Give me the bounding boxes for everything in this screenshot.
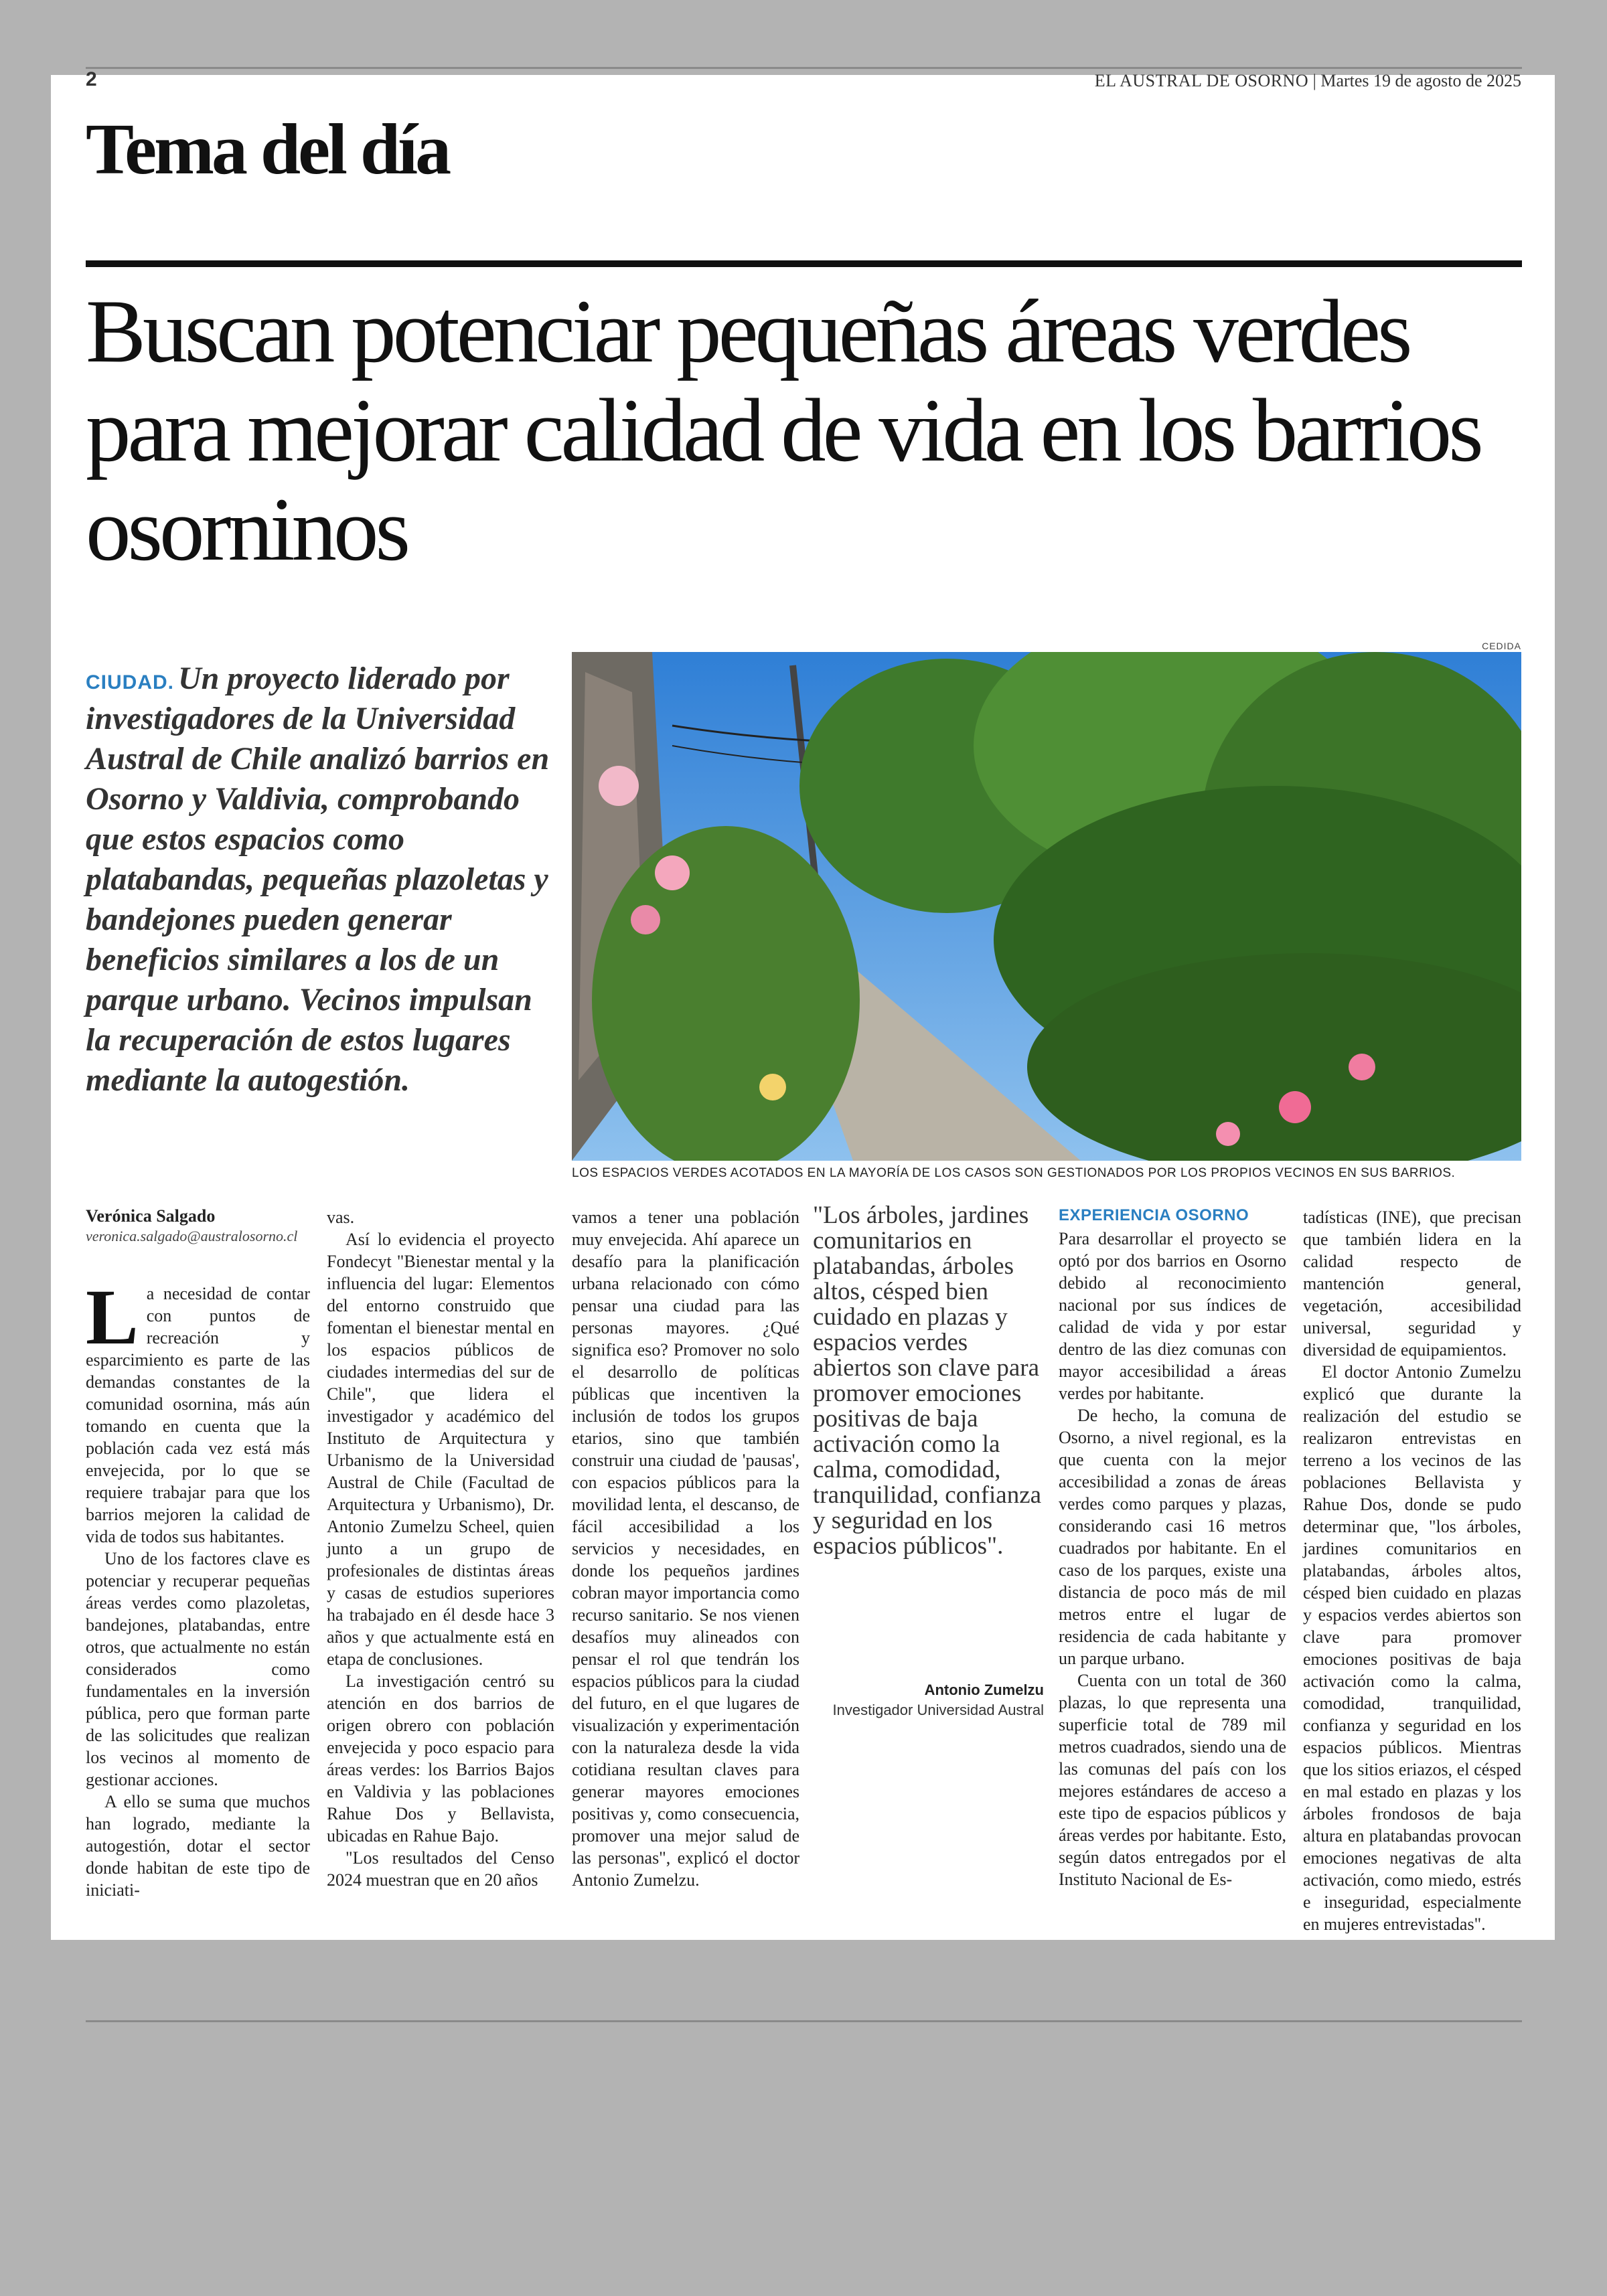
paragraph: Para desarrollar el proyecto se optó por dos barrios en Osorno debido al reconocimiento nacional por sus índices de calidad de vida y por estar dentro de las diez comunas con mayor accesibilidad a áreas verdes por habitante. bbox=[1059, 1229, 1286, 1403]
section-rule bbox=[86, 260, 1522, 267]
column-1 bbox=[86, 1206, 310, 1901]
masthead-separator: | bbox=[1312, 71, 1316, 90]
column-5 bbox=[1059, 1206, 1286, 1890]
author-email: veronica.salgado@australosorno.cl bbox=[86, 1228, 298, 1244]
bottom-gray-rule bbox=[86, 2020, 1522, 2022]
street-garden-photo bbox=[572, 652, 1521, 1161]
subheading: EXPERIENCIA OSORNO bbox=[1059, 1206, 1249, 1224]
column-3 bbox=[572, 1206, 799, 1891]
quote-author: Antonio Zumelzu bbox=[924, 1682, 1044, 1698]
paragraph: tadísticas (INE), que precisan que también lidera en la calidad respecto de mantención general, vegetación, accesibilidad universal, seguridad y diversidad de equipamientos. bbox=[1303, 1208, 1521, 1360]
page-number: 2 bbox=[86, 68, 97, 90]
article-photo bbox=[572, 652, 1521, 1161]
article-headline: Buscan potenciar pequeñas áreas verdes para mejorar calidad de vida en los barrios osorninos bbox=[86, 282, 1480, 580]
paragraph: vas. bbox=[327, 1208, 355, 1227]
masthead-line bbox=[1095, 71, 1521, 91]
paragraph: El doctor Antonio Zumelzu explicó que durante la realización del estudio se realizaron entrevistas en terreno a los vecinos de las poblaciones Bellavista y Rahue Dos, donde se pudo determinar que, "los árboles, jardines comunitarios en platabandas, árboles altos, césped bien cuidado en plazas y espacios verdes abiertos son clave para promover emociones positivas de baja activación como la calma, comodidad, tranquilidad, confianza y seguridad en los espacios públicos. Mientras que los sitios eriazos, el césped en mal estado en plazas y los árboles frondosos de baja altura en platabandas provocan emociones negativas de alta activación, como miedo, estrés e inseguridad, especialmente en mujeres entrevistadas". bbox=[1303, 1362, 1521, 1934]
newspaper-name: EL AUSTRAL DE OSORNO bbox=[1094, 71, 1309, 90]
column-6 bbox=[1303, 1206, 1521, 1935]
top-gray-rule bbox=[86, 67, 1522, 69]
section-title: Tema del día bbox=[86, 110, 449, 189]
paragraph: a necesidad de contar con puntos de recreación y esparcimiento es parte de las demandas constantes de la comunidad osornina, más aún tomando en cuenta que la población cada vez está más envejecida, por lo que se requiere trabajar para que los barrios mejoren la calidad de vida de todos sus habitantes. bbox=[86, 1284, 310, 1546]
paragraph: vamos a tener una población muy envejecida. Ahí aparece un desafío para la planificación urbana relacionado con cómo pensar una ciudad para las personas mayores. ¿Qué significa eso? Promover no solo el desarrollo de políticas públicas que incentiven la inclusión de todos los grupos etarios, sino que también construir una ciudad de 'pausas', con espacios públicos para la movilidad lenta, el descanso, de fácil accesibilidad a los servicios y necesidades, en donde los pequeños jardines cobran mayor importancia como recurso sanitario. Se nos vienen desafíos muy alineados con pensar el rol que tendrán los espacios públicos para la ciudad del futuro, en el que lugares de visualización y experimentación con la naturaleza desde la vida cotidiana resultan claves para generar mayores emociones positivas y, como consecuencia, promover una mejor salud de las personas", explicó el doctor Antonio Zumelzu. bbox=[572, 1208, 799, 1890]
publication-date: Martes 19 de agosto de 2025 bbox=[1320, 71, 1521, 90]
paragraph: "Los resultados del Censo 2024 muestran que en 20 años bbox=[327, 1848, 554, 1890]
photo-credit: CEDIDA bbox=[1482, 641, 1521, 651]
paragraph: Así lo evidencia el proyecto Fondecyt "Bienestar mental y la influencia del lugar: Elementos del entorno construido que fomentan el bienestar mental en los espacios públicos de ciudades intermedias del sur de Chile", que lidera el investigador y académico del Instituto de Arquitectura y Urbanismo de la Universidad Austral de Chile (Facultad de Arquitectura y Urbanismo), Dr. Antonio Zumelzu Scheel, quien junto a un grupo de profesionales de distintas áreas y casas de estudios superiores ha trabajado en él desde hace 3 años y que actualmente está en etapa de conclusiones. bbox=[327, 1230, 554, 1669]
paragraph: De hecho, la comuna de Osorno, a nivel regional, es la que cuenta con la mejor accesibilidad a zonas de áreas verdes como parques y plazas, considerando casi 16 metros cuadrados por habitante. En el caso de los parques, existe una distancia de poco más de mil metros entre el lugar de residencia de cada habitante y un parque urbano. bbox=[1059, 1406, 1286, 1668]
lead-text: Un proyecto liderado por investigadores de la Universidad Austral de Chile analizó barrios en Osorno y Valdivia, comprobando que estos espacios como platabandas, pequeñas plazoletas y bandejones pueden generar beneficios similares a los de un parque urbano. Vecinos impulsan la recuperación de estos lugares mediante la autogestión. bbox=[86, 661, 550, 1098]
newspaper-page bbox=[51, 68, 1555, 1940]
author-name: Verónica Salgado bbox=[86, 1206, 216, 1226]
photo-caption: LOS ESPACIOS VERDES ACOTADOS EN LA MAYORÍA DE LOS CASOS SON GESTIONADOS POR LOS PROPIOS VECINOS EN SUS BARRIOS. bbox=[572, 1166, 1456, 1180]
lead-tag: CIUDAD. bbox=[86, 671, 174, 693]
drop-cap: L bbox=[86, 1273, 139, 1361]
paragraph: A ello se suma que muchos han logrado, mediante la autogestión, dotar el sector donde habitan de este tipo de iniciati- bbox=[86, 1792, 310, 1900]
paragraph: Cuenta con un total de 360 plazas, lo que representa una superficie total de 789 mil metros cuadrados, siendo una de las comunas del país con los mejores estándares de acceso a este tipo de espacios públicos y áreas verdes por habitante. Esto, según datos entregados por el Instituto Nacional de Es- bbox=[1059, 1671, 1286, 1889]
paragraph: Uno de los factores clave es potenciar y recuperar pequeñas áreas verdes como plazoletas, bandejones, platabandas, entre otros, que actualmente no están considerados como fundamentales en la inversión pública, pero que forman parte de las solicitudes que realizan los vecinos al momento de gestionar acciones. bbox=[86, 1549, 310, 1789]
paragraph: La investigación centró su atención en dos barrios de origen obrero con población envejecida y poco espacio para áreas verdes: los Barrios Bajos en Valdivia y las poblaciones Rahue Dos y Bellavista, ubicadas en Rahue Bajo. bbox=[327, 1671, 554, 1846]
pull-quote: "Los árboles, jardines comunitarios en platabandas, árboles altos, césped bien cuidado en plazas y espacios verdes abiertos son clave para promover emociones positivas de baja activación como la calma, comodidad, tranquilidad, confianza y seguridad en los espacios públicos". bbox=[813, 1202, 1042, 1560]
article-lead bbox=[86, 659, 554, 1100]
column-2 bbox=[327, 1206, 554, 1891]
quote-author-role: Investigador Universidad Austral bbox=[832, 1702, 1044, 1718]
